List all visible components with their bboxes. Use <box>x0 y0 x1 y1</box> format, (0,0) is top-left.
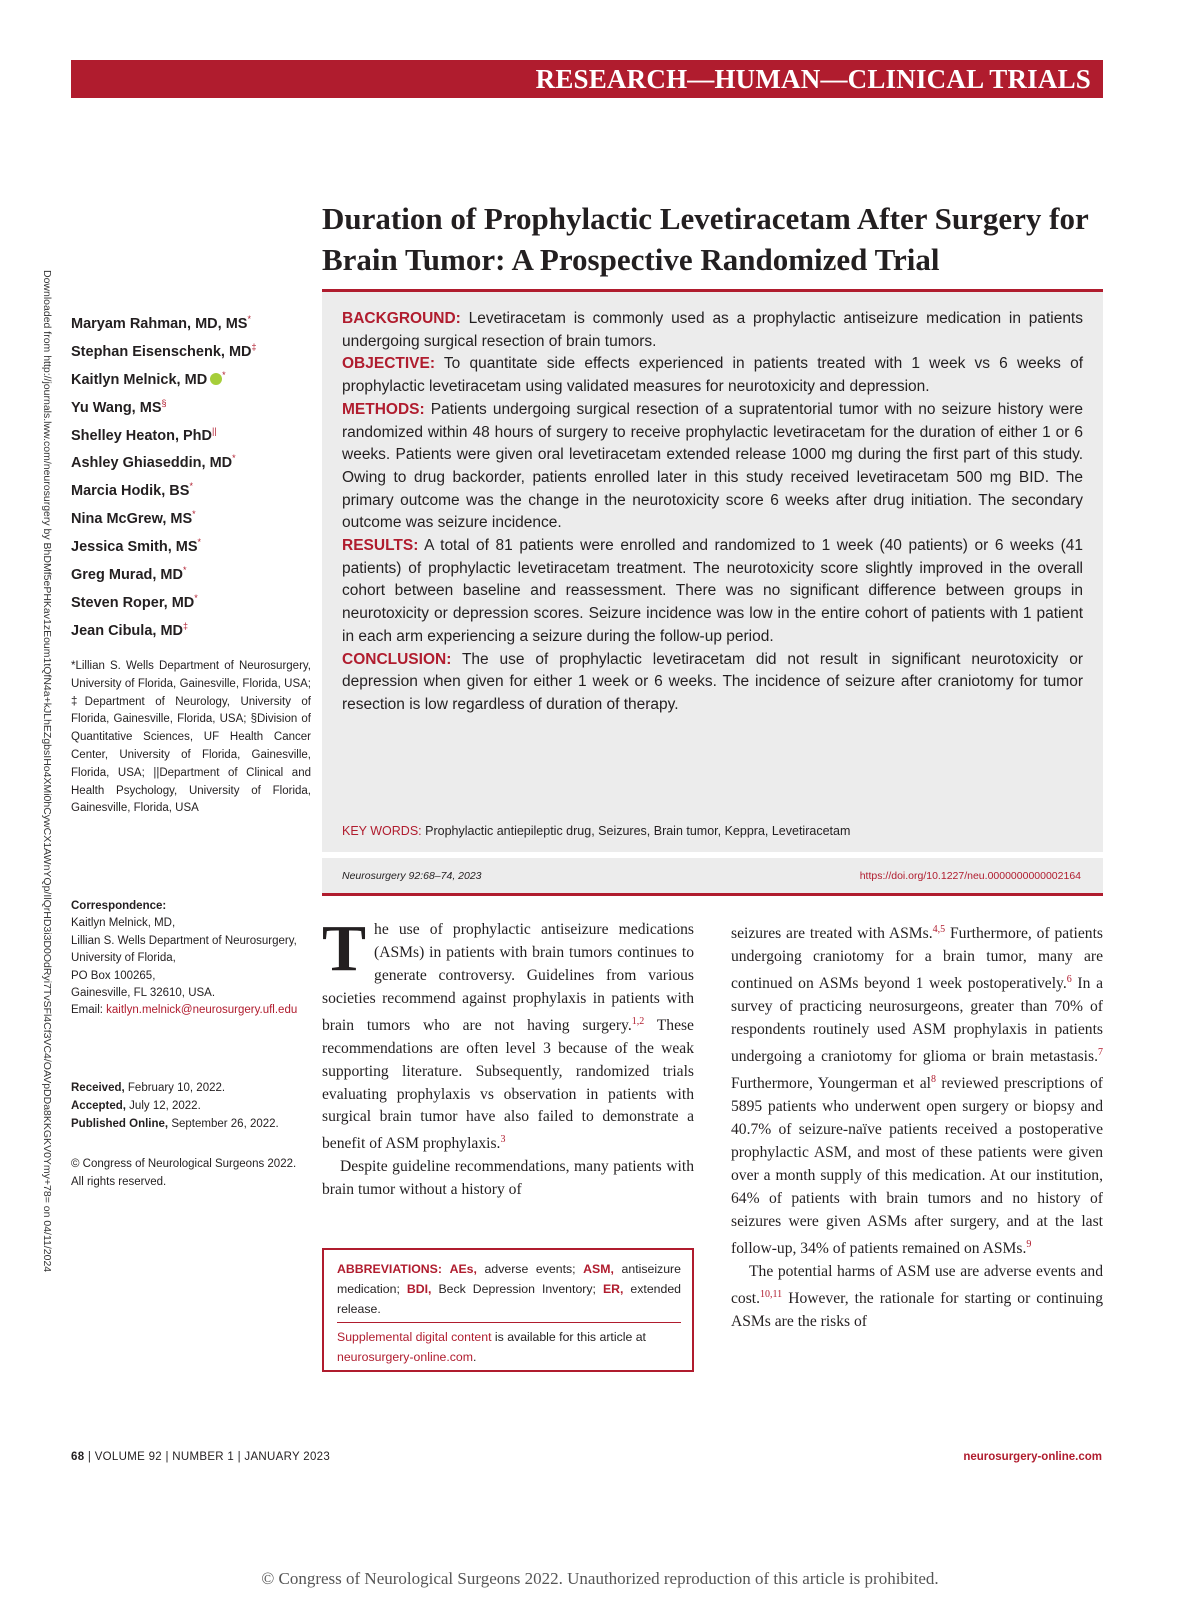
conclusion-text: The use of prophylactic levetiracetam did not result in significant neurotoxicity or depression when given for either 1 week or 6 weeks. The incidence of seizure after craniotomy for tumor resection is low regardless of duration of therapy. <box>342 650 1084 713</box>
citation-bar <box>322 858 1103 896</box>
author-name <box>71 362 311 390</box>
objective-label: OBJECTIVE: <box>342 355 436 373</box>
journal-website-link[interactable]: neurosurgery-online.com <box>963 1451 1102 1463</box>
published-label: Published Online, <box>71 1118 169 1130</box>
reference-link[interactable]: 10,11 <box>760 1288 783 1300</box>
methods-label: METHODS: <box>342 400 425 418</box>
supplemental-note <box>337 1328 681 1368</box>
author-name <box>71 501 311 529</box>
author-affiliation-mark: * <box>189 481 193 492</box>
author-affiliation-mark: § <box>161 397 167 408</box>
page-number: 68 <box>71 1451 85 1463</box>
author-name-text: Stephan Eisenschenk, MD <box>71 343 252 360</box>
abstract-text <box>342 308 1083 717</box>
author-name-text: Yu Wang, MS <box>71 399 162 416</box>
article-dates <box>71 1079 316 1133</box>
body-text: reviewed prescriptions of 5895 patients who underwent open surgery or biopsy and 40.7% of seizure-naïve patients received a postoperative prophylactic ASM, and most of these patients were given over a month supply of this medication. At our institution, 64% of patients with brain tumors and no history of seizures were given ASMs after surgery, and at the last follow-up, 34% of patients remained on ASMs. <box>731 1075 1103 1257</box>
body-text: seizures are treated with ASMs. <box>731 925 933 943</box>
received-value: February 10, 2022. <box>127 1082 226 1094</box>
author-affiliation-mark: * <box>232 453 236 464</box>
body-text: However, the rationale for starting or continuing ASMs are the risks of <box>731 1289 1103 1330</box>
separator: | <box>165 1451 169 1463</box>
correspondence-line: University of Florida, <box>71 952 176 965</box>
accepted-date <box>71 1097 316 1115</box>
author-affiliation-mark: * <box>192 509 196 520</box>
author-affiliation-mark: * <box>247 314 251 324</box>
correspondence <box>71 898 311 1020</box>
issue-number: NUMBER 1 <box>172 1451 235 1463</box>
reference-link[interactable]: 9 <box>1026 1238 1032 1250</box>
drop-cap: T <box>322 912 367 985</box>
volume: VOLUME 92 <box>94 1451 162 1463</box>
abstract-box <box>322 289 1103 852</box>
supplemental-end: . <box>473 1349 477 1364</box>
body-paragraph <box>731 1261 1103 1334</box>
correspondence-line: Lillian S. Wells Department of Neurosurgery, <box>71 934 297 947</box>
abbrev-term: ASM, <box>583 1262 614 1276</box>
correspondence-line: PO Box 100265, <box>71 969 156 982</box>
objective-text: To quantitate side effects experienced in patients treated with 1 week vs 6 weeks of prophylactic levetiracetam using validated measures for neurotoxicity and depression. <box>342 355 1084 396</box>
author-name-text: Kaitlyn Melnick, MD <box>71 371 208 388</box>
author-name <box>71 585 311 613</box>
abbreviations-box <box>322 1248 694 1372</box>
keywords <box>342 824 1083 838</box>
author-affiliation-mark: * <box>222 369 226 380</box>
background-text: Levetiracetam is commonly used as a prophylactic antiseizure medication in patients undergoing surgical resection of brain tumors. <box>342 310 1083 350</box>
doi-link[interactable]: https://doi.org/10.1227/neu.0000000000002164 <box>859 870 1081 882</box>
author-affiliation-mark: || <box>212 425 217 436</box>
reference-link[interactable]: 1,2 <box>631 1015 645 1027</box>
keywords-label: KEY WORDS: <box>342 824 422 838</box>
author-name-text: Greg Murad, MD <box>71 566 183 583</box>
author-affiliation-mark: * <box>182 565 187 576</box>
author-affiliation-mark: ‡ <box>251 341 257 352</box>
body-column-right <box>731 919 1103 1334</box>
correspondence-heading: Correspondence: <box>71 900 167 912</box>
download-watermark-text: Downloaded from http://journals.lww.com/neurosurgery by BhDMf5ePHKav1zEoum1tQfN4a+kJLhEZgbsIHo4XMi0hCywCX1AWnYQp/IlQrHD3i3D0OdRyi7TvSFl4Cf3VC4/OAVpDDa8KKGKV0Ymy+78= on 04/11/2024 <box>41 270 53 1273</box>
section-banner-label: RESEARCH—HUMAN—CLINICAL TRIALS <box>535 64 1091 94</box>
abbreviations-label: ABBREVIATIONS: <box>337 1262 442 1276</box>
author-name <box>71 613 311 641</box>
abbrev-def: antiseizure medication; <box>337 1262 681 1296</box>
author-name-text: Jean Cibula, MD <box>71 622 183 639</box>
author-name <box>71 334 311 362</box>
separator: | <box>87 1451 92 1463</box>
reference-link[interactable]: 3 <box>500 1134 506 1146</box>
author-name <box>71 557 311 585</box>
body-paragraph: Despite guideline recommendations, many patients with brain tumor without a history of <box>322 1158 694 1199</box>
published-value: September 26, 2022. <box>171 1118 279 1130</box>
reference-link[interactable]: 8 <box>930 1074 936 1085</box>
body-text: Furthermore, Youngerman et al <box>731 1075 931 1093</box>
author-name <box>71 445 311 473</box>
abbrev-term: BDI, <box>406 1281 432 1296</box>
abbrev-def: extended release. <box>337 1281 682 1316</box>
author-name-text: Marcia Hodik, BS <box>71 483 190 500</box>
email-label: Email: <box>71 1004 103 1017</box>
download-watermark <box>30 270 53 1273</box>
conclusion-label: CONCLUSION: <box>342 650 452 668</box>
orcid-icon[interactable] <box>210 373 222 385</box>
author-name-text: Ashley Ghiaseddin, MD <box>71 455 233 472</box>
author-name <box>71 390 311 418</box>
body-text: Furthermore, of patients undergoing craniotomy for a brain tumor, many are continued on ASMs beyond 1 week postoperatively. <box>731 925 1103 993</box>
author-name-text: Shelley Heaton, PhD <box>71 427 213 444</box>
results-label: RESULTS: <box>342 537 419 555</box>
abbrev-term: ER, <box>602 1281 624 1296</box>
email-link[interactable]: kaitlyn.melnick@neurosurgery.ufl.edu <box>106 1004 298 1017</box>
published-date <box>71 1115 316 1133</box>
author-name <box>71 306 311 334</box>
abbreviations-divider <box>337 1322 681 1323</box>
author-name <box>71 529 311 557</box>
author-name-text: Jessica Smith, MS <box>71 538 198 555</box>
supplemental-link[interactable]: Supplemental digital content <box>337 1330 492 1344</box>
body-text: These recommendations are often level 3 because of the weak supporting literature. Subsequently, randomized trials evaluating prophylaxis vs observation in patients with surgical brain tumor have also failed to demonstrate a benefit of ASM prophylaxis. <box>322 1016 694 1153</box>
abbreviations-text <box>337 1260 681 1319</box>
issue-date: JANUARY 2023 <box>244 1451 331 1463</box>
methods-text: Patients undergoing surgical resection of a supratentorial tumor with no seizure history were randomized within 48 hours of surgery to receive prophylactic levetiracetam for the duration of either 1 or 6 weeks. Patients were given oral levetiracetam extended release 1000 mg during the first part of this study. Owing to drug backorder, patients enrolled later in this study received levetiracetam 500 mg BID. The primary outcome was the change in the neurotoxicity score 6 weeks after drug initiation. The secondary outcome was seizure incidence. <box>342 400 1083 532</box>
correspondence-email-row <box>71 1002 311 1019</box>
body-paragraph <box>322 912 694 1156</box>
author-name <box>71 473 311 501</box>
supplemental-text: is available for this article at <box>491 1330 646 1344</box>
author-name <box>71 418 311 446</box>
body-text: In a survey of practicing neurosurgeons, greater than 70% of respondents routinely used ASM prophylaxis in patients undergoing a craniotomy for glioma or brain metastasis. <box>731 975 1104 1066</box>
accepted-label: Accepted, <box>71 1100 126 1112</box>
background-label: BACKGROUND: <box>342 310 461 327</box>
journal-citation: Neurosurgery 92:68–74, 2023 <box>342 870 482 882</box>
author-affiliation-mark: * <box>197 537 202 548</box>
keywords-text: Prophylactic antiepileptic drug, Seizures, Brain tumor, Keppra, Levetiracetam <box>425 824 851 838</box>
body-paragraph <box>731 919 1103 1261</box>
author-name-text: Maryam Rahman, MD, MS <box>71 315 248 332</box>
site-link[interactable]: neurosurgery-online.com <box>337 1349 474 1364</box>
reference-link[interactable]: 4,5 <box>932 924 946 935</box>
abbrev-def: adverse events; <box>476 1262 576 1276</box>
copyright-note: © Congress of Neurological Surgeons 2022. All rights reserved. <box>71 1158 297 1188</box>
received-label: Received, <box>71 1082 125 1094</box>
author-affiliation-mark: * <box>194 592 198 603</box>
results-text: A total of 81 patients were enrolled and randomized to 1 week (40 patients) or 6 weeks (41 patients) of prophylactic levetiracetam treatment. The neurotoxicity score slightly improved in the overall cohort between baseline and reassessment. There was no significant difference between groups in neurotoxicity or depression scores. Seizure incidence was low in the entire cohort of patients with 1 patient in each arm experiencing a seizure during the follow-up period. <box>342 537 1083 645</box>
body-text: The potential harms of ASM use are adverse events and cost. <box>731 1262 1103 1307</box>
author-list <box>71 306 311 641</box>
reference-link[interactable]: 6 <box>1066 974 1072 985</box>
received-date <box>71 1079 316 1097</box>
separator: | <box>237 1451 241 1463</box>
page-footer-info <box>71 1451 330 1463</box>
reference-link[interactable]: 7 <box>1098 1046 1103 1058</box>
reproduction-notice: © Congress of Neurological Surgeons 2022. Unauthorized reproduction of this article is prohibited. <box>261 1569 939 1588</box>
article-title: Duration of Prophylactic Levetiracetam After Surgery for Brain Tumor: A Prospective Randomized Trial <box>322 201 1089 277</box>
affiliations: *Lillian S. Wells Department of Neurosurgery, University of Florida, Gainesville, Florida, USA; ‡Department of Neurology, University of Florida, Gainesville, Florida, USA; §Division of Quantitative Sciences, UF Health Cancer Center, University of Florida, Gainesville, Florida, USA; ||Department of Clinical and Health Psychology, University of Florida, Gainesville, Florida, USA <box>71 660 311 815</box>
abbrev-def: Beck Depression Inventory; <box>431 1281 596 1296</box>
correspondence-line: Kaitlyn Melnick, MD, <box>71 917 176 930</box>
correspondence-line: Gainesville, FL 32610, USA. <box>71 987 216 1000</box>
body-column-left <box>322 912 694 1202</box>
accepted-value: July 12, 2022. <box>129 1100 201 1112</box>
author-affiliation-mark: ‡ <box>183 620 189 631</box>
section-banner <box>71 60 1103 98</box>
body-text: he use of prophylactic antiseizure medications (ASMs) in patients with brain tumors continues to generate controversy. Guidelines from various societies recommend against prophylaxis in patients with brain tumors who are not having surgery. <box>322 921 694 1034</box>
author-name-text: Steven Roper, MD <box>71 594 195 611</box>
author-name-text: Nina McGrew, MS <box>71 511 193 528</box>
abbrev-term: AEs, <box>449 1262 477 1276</box>
